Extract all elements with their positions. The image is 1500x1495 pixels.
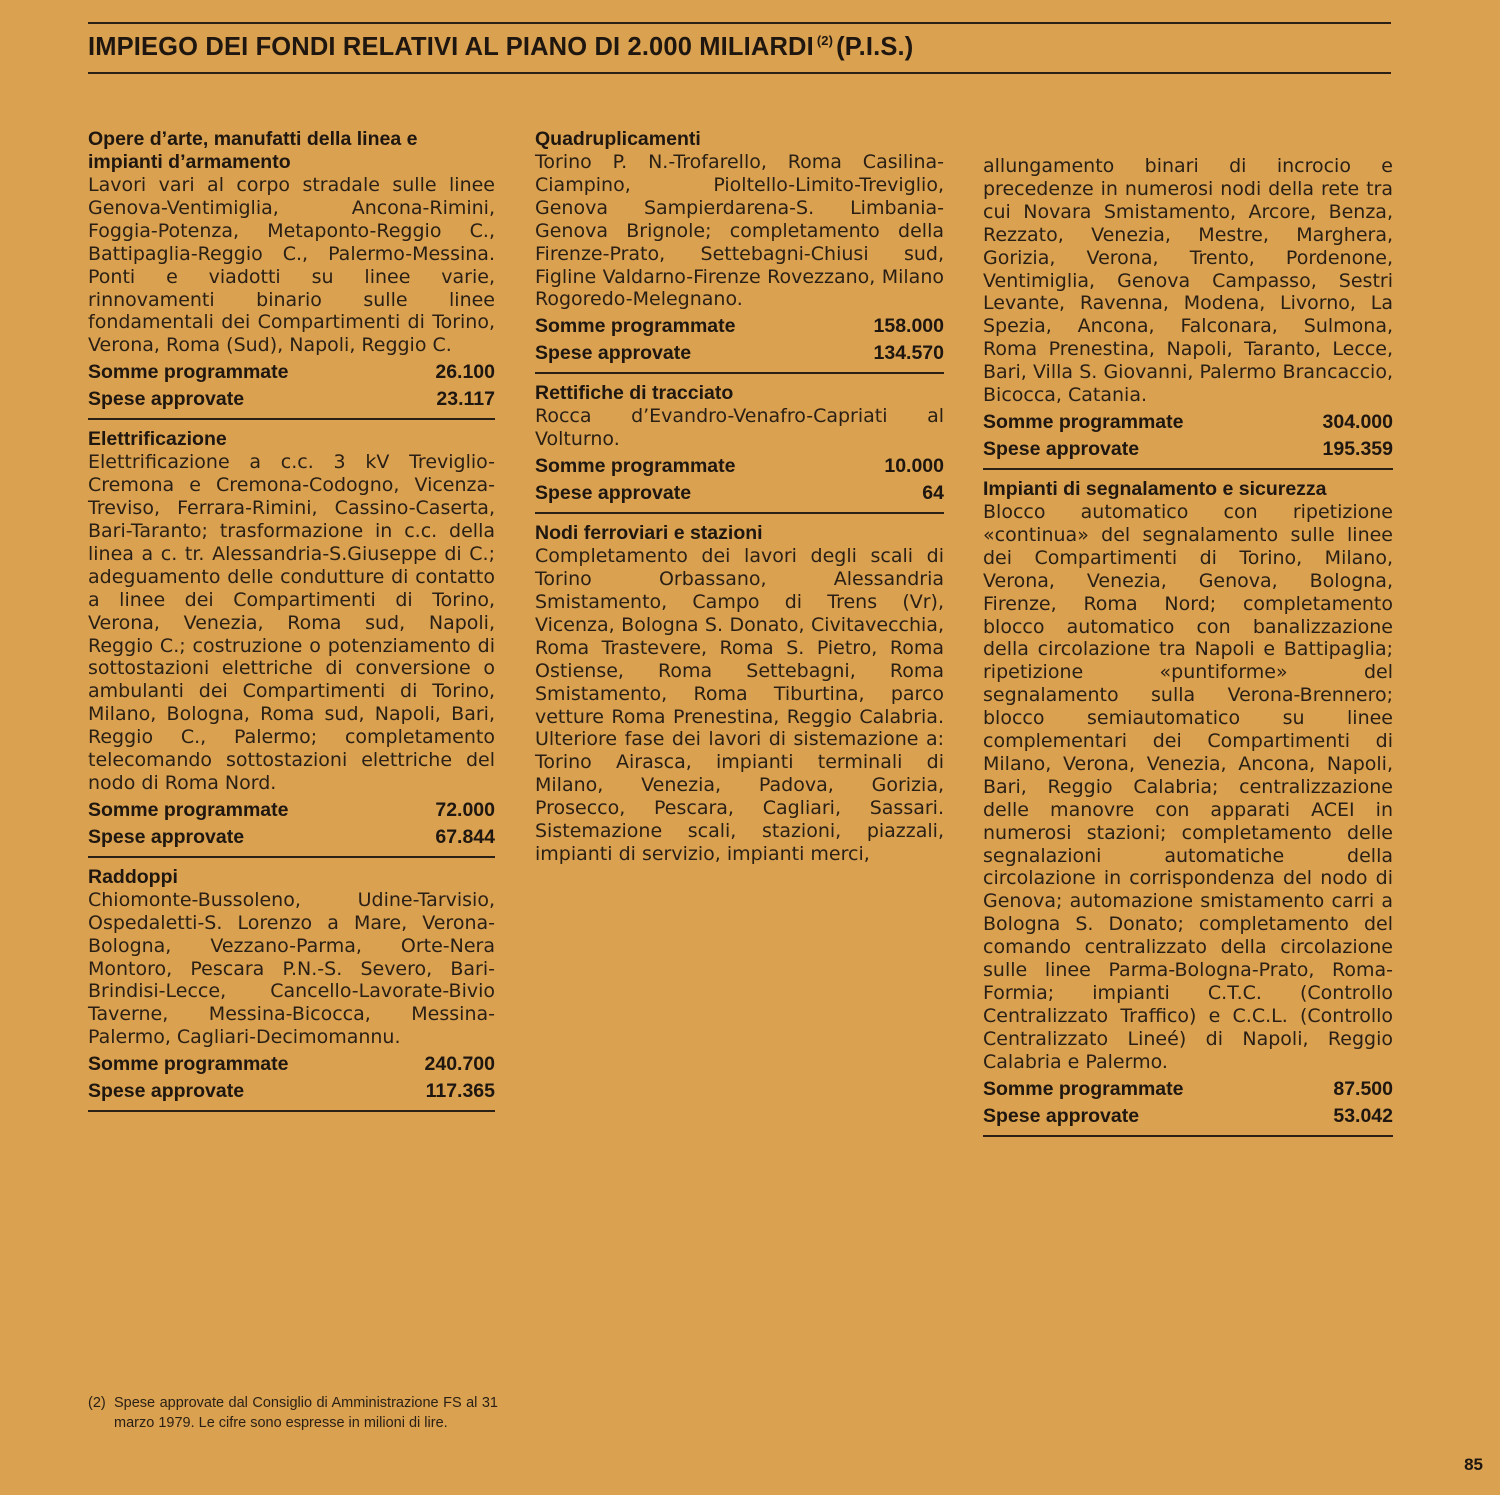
section-text: Elettrificazione a c.c. 3 kV Treviglio-Cremona e Cremona-Codogno, Vicenza-Treviso, Ferrara-Rimini, Cassino-Caserta, Bari-Taranto; trasformazione in c.c. della linea a c. tr. Alessandria-S.Giuseppe di C.; adeguamento delle condutture di contatto a linee dei Compartimenti di Torino, Verona, Venezia, Roma sud, Napoli, Reggio C.; costruzione o potenziamento di sottostazioni elettriche di conversione o ambulanti dei Compartimenti di Torino, Milano, Bologna, Roma sud, Napoli, Bari, Reggio C., Palermo; completamento telecomando sottostazioni elettriche del nodo di Roma Nord. <box>88 451 495 794</box>
programmed-value: 304.000 <box>1322 410 1393 433</box>
programmed-value: 72.000 <box>435 798 495 821</box>
footnote-text: Spese approvate dal Consiglio di Amministrazione FS al 31 marzo 1979. Le cifre sono espresse in milioni di lire. <box>114 1395 498 1431</box>
programmed-label: Somme programmate <box>88 361 289 384</box>
approved-row <box>88 824 495 851</box>
approved-value: 64 <box>922 482 944 505</box>
figures-block <box>88 797 495 858</box>
section-heading: Elettrificazione <box>88 428 227 451</box>
approved-row <box>535 340 944 367</box>
approved-value: 23.117 <box>436 388 495 411</box>
programmed-label: Somme programmate <box>88 798 289 821</box>
programmed-value: 10.000 <box>884 455 944 478</box>
section-rettifiche <box>535 382 944 514</box>
approved-row <box>535 480 944 507</box>
programmed-row <box>983 409 1393 436</box>
approved-value: 67.844 <box>435 825 495 848</box>
figures-block <box>535 453 944 514</box>
section-text: Lavori vari al corpo stradale sulle linee Genova-Ventimiglia, Ancona-Rimini, Foggia-Potenza, Metaponto-Reggio C., Battipaglia-Reggio C., Palermo-Messina. Ponti e viadotti su linee varie, rinnovamenti binario sulle linee fondamentali dei Compartimenti di Torino, Verona, Roma (Sud), Napoli, Reggio C. <box>88 174 495 357</box>
page-title <box>88 33 1388 62</box>
approved-label: Spese approvate <box>983 1104 1140 1127</box>
approved-label: Spese approvate <box>88 1080 245 1103</box>
programmed-label: Somme programmate <box>535 455 736 478</box>
approved-row <box>88 1078 495 1105</box>
approved-row <box>88 386 495 413</box>
approved-label: Spese approvate <box>88 825 245 848</box>
programmed-value: 87.500 <box>1333 1077 1393 1100</box>
column-2 <box>535 128 944 866</box>
section-heading: Quadruplicamenti <box>535 128 701 150</box>
section-opere <box>88 128 495 420</box>
approved-label: Spese approvate <box>983 437 1140 460</box>
section-text: Chiomonte-Bussoleno, Udine-Tarvisio, Ospedaletti-S. Lorenzo a Mare, Verona-Bologna, Vezzano-Parma, Orte-Nera Montoro, Pescara P.N.-S. Severo, Bari-Brindisi-Lecce, Cancello-Lavorate-Bivio Taverne, Messina-Bicocca, Messina-Palermo, Cagliari-Decimomannu. <box>88 888 495 1049</box>
programmed-row <box>983 1076 1393 1103</box>
figures-block <box>983 409 1393 470</box>
section-heading: Rettifiche di tracciato <box>535 382 734 405</box>
approved-value: 134.570 <box>873 342 944 365</box>
programmed-label: Somme programmate <box>983 1077 1184 1100</box>
column-1 <box>88 128 495 1120</box>
approved-row <box>983 1103 1393 1130</box>
section-heading: Raddoppi <box>88 865 178 888</box>
figures-block <box>88 359 495 420</box>
programmed-label: Somme programmate <box>535 315 736 338</box>
programmed-row <box>535 453 944 480</box>
section-quadruplicamenti <box>535 128 944 374</box>
section-heading: Opere d’arte, manufatti della linea e impianti d’armamento <box>88 128 418 173</box>
title-suffix: (P.I.S.) <box>836 33 914 61</box>
figures-block <box>535 313 944 374</box>
section-raddoppi <box>88 866 495 1112</box>
approved-label: Spese approvate <box>535 482 692 505</box>
approved-value: 117.365 <box>425 1080 495 1103</box>
programmed-row <box>88 1051 495 1078</box>
section-heading: Nodi ferroviari e stazioni <box>535 522 763 545</box>
approved-row <box>983 436 1393 463</box>
programmed-value: 26.100 <box>435 361 495 384</box>
section-text-part2: allungamento binari di incrocio e precedenze in numerosi nodi della rete tra cui Novara Smistamento, Arcore, Benza, Rezzato, Venezia, Mestre, Marghera, Gorizia, Verona, Trento, Pordenone, Ventimiglia, Genova Campasso, Sestri Levante, Ravenna, Modena, Livorno, La Spezia, Ancona, Falconara, Sulmona, Roma Prenestina, Napoli, Taranto, Lecce, Bari, Villa S. Giovanni, Palermo Brancaccio, Bicocca, Catania. <box>983 155 1393 407</box>
section-nodi-continued <box>983 155 1393 470</box>
programmed-row <box>88 797 495 824</box>
section-nodi <box>535 522 944 866</box>
programmed-row <box>88 359 495 386</box>
programmed-row <box>535 313 944 340</box>
footnote-mark: (2) <box>88 1395 106 1411</box>
programmed-value: 158.000 <box>873 315 944 338</box>
approved-label: Spese approvate <box>535 342 692 365</box>
figures-block <box>88 1051 495 1112</box>
section-segnalamento <box>983 478 1393 1137</box>
approved-value: 195.359 <box>1322 437 1393 460</box>
title-note-ref: (2) <box>816 33 834 48</box>
section-text: Torino P. N.-Trofarello, Roma Casilina-Ciampino, Pioltello-Limito-Treviglio, Genova Sampierdarena-S. Limbania-Genova Brignole; completamento della Firenze-Prato, Settebagni-Chiusi sud, Figline Valdarno-Firenze Rovezzano, Milano Rogoredo-Melegnano. <box>535 151 944 311</box>
section-text: Rocca d’Evandro-Venafro-Capriati al Volturno. <box>535 405 944 451</box>
figures-block <box>983 1076 1393 1137</box>
approved-label: Spese approvate <box>88 388 245 411</box>
approved-value: 53.042 <box>1333 1104 1393 1127</box>
footnote <box>88 1394 498 1433</box>
programmed-label: Somme programmate <box>983 410 1184 433</box>
title-rule <box>88 72 1391 74</box>
section-elettrificazione <box>88 428 495 858</box>
page-number: 85 <box>1464 1455 1483 1474</box>
title-main: IMPIEGO DEI FONDI RELATIVI AL PIANO DI 2.000 MILIARDI <box>88 33 814 61</box>
section-text-part1: Completamento dei lavori degli scali di Torino Orbassano, Alessandria Smistamento, Campo di Trens (Vr), Vicenza, Bologna S. Donato, Civitavecchia, Roma Trastevere, Roma S. Pietro, Roma Ostiense, Roma Settebagni, Roma Smistamento, Roma Tiburtina, parco vetture Roma Prenestina, Reggio Calabria. Ulteriore fase dei lavori di sistemazione a: Torino Airasca, impianti terminali di Milano, Venezia, Padova, Gorizia, Prosecco, Pescara, Cagliari, Sassari. Sistemazione scali, stazioni, piazzali, impianti di servizio, impianti merci, <box>535 545 944 865</box>
column-3 <box>983 155 1393 1145</box>
section-text: Blocco automatico con ripetizione «continua» del segnalamento sulle linee dei Compartimenti di Torino, Milano, Verona, Venezia, Genova, Bologna, Firenze, Roma Nord; completamento blocco automatico con banalizzazione della circolazione tra Napoli e Battipaglia; ripetizione «puntiforme» del segnalamento sulla Verona-Brennero; blocco semiautomatico su linee complementari dei Compartimenti di Milano, Verona, Venezia, Ancona, Napoli, Bari, Reggio Calabria; centralizzazione delle manovre con apparati ACEI in numerosi stazioni; completamento delle segnalazioni automatiche della circolazione in corrispondenza del nodo di Genova; automazione smistamento carri a Bologna S. Donato; completamento del comando centralizzato della circolazione sulle linee Parma-Bologna-Prato, Roma-Formia; impianti C.T.C. (Controllo Centralizzato Traffico) e C.C.L. (Controllo Centralizzato Lineé) di Napoli, Reggio Calabria e Palermo. <box>983 500 1393 1073</box>
programmed-value: 240.700 <box>424 1053 495 1076</box>
section-heading: Impianti di segnalamento e sicurezza <box>983 477 1327 500</box>
programmed-label: Somme programmate <box>88 1053 289 1076</box>
top-rule <box>88 22 1391 24</box>
